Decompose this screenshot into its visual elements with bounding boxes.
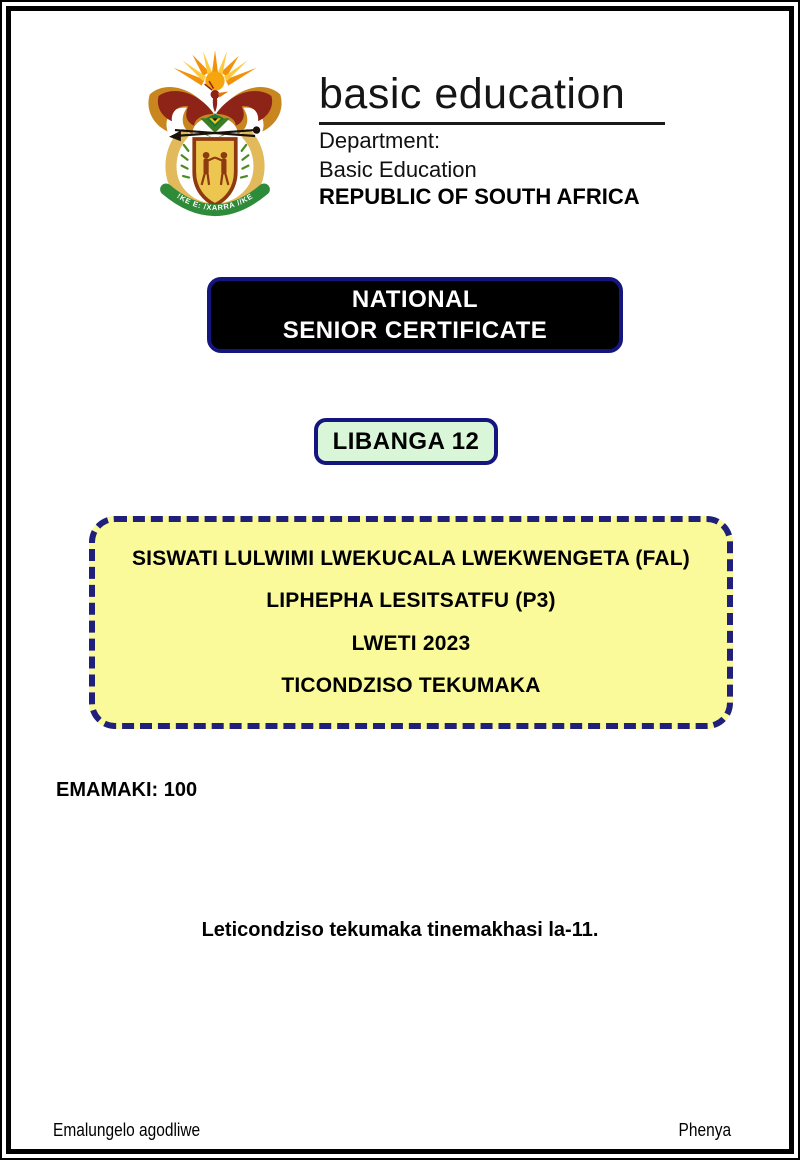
coat-of-arms-logo [139, 47, 291, 225]
dept-name: Basic Education [319, 157, 477, 183]
nsc-banner [207, 277, 623, 353]
dept-label: Department: [319, 128, 441, 154]
footer-turn-over: Phenya [678, 1120, 731, 1140]
grade-label: LIBANGA 12 [332, 427, 480, 455]
footer-copyright: Emalungelo agodliwe [53, 1120, 201, 1140]
marks-line: EMAMAKI: 100 [56, 779, 198, 801]
brand-title: basic education [319, 70, 626, 118]
page-footer [11, 1120, 789, 1141]
subject-line-4: TICONDZISO TEKUMAKA [281, 674, 541, 698]
department-wordmark [319, 71, 679, 210]
instruction-note: Leticondziso tekumaka tinemakhasi la-11. [201, 919, 599, 941]
country-name: REPUBLIC OF SOUTH AFRICA [319, 184, 640, 210]
sun-rays-icon [173, 50, 256, 91]
subject-line-3: LWETI 2023 [351, 631, 471, 655]
brand-underline [319, 122, 665, 125]
motto-text: !KE E: /XARRA //KE [175, 191, 255, 213]
nsc-banner-line1: NATIONAL [351, 286, 479, 313]
subject-line-1: SISWATI LULWIMI LWEKUCALA LWEKWENGETA (FAL) [131, 546, 691, 570]
grade-box [314, 418, 498, 465]
subject-box [89, 516, 733, 729]
page-frame [6, 6, 794, 1154]
nsc-banner-line2: SENIOR CERTIFICATE [282, 317, 548, 344]
subject-line-2: LIPHEPHA LESITSATFU (P3) [266, 589, 556, 613]
shield-icon [194, 139, 236, 205]
